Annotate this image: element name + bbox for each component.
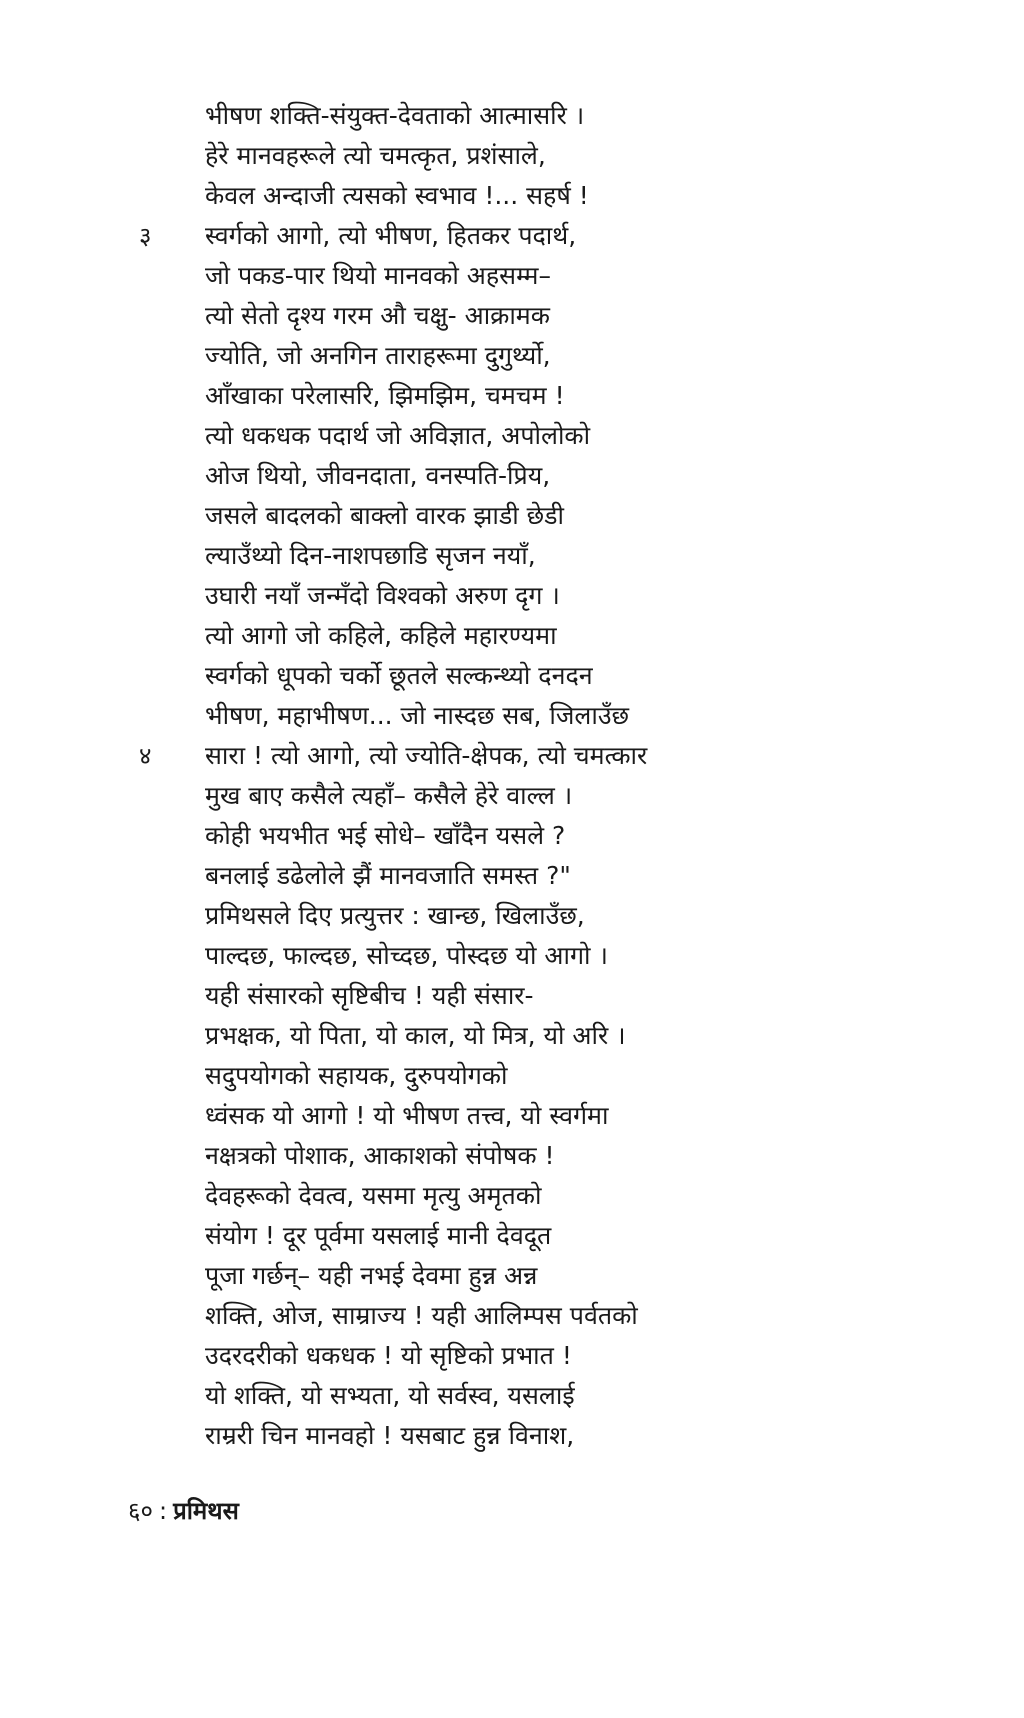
poem-line: प्रभक्षक, यो पिता, यो काल, यो मित्र, यो अरि । bbox=[205, 1021, 626, 1050]
poem-line: ओज थियो, जीवनदाता, वनस्पति-प्रिय, bbox=[205, 461, 551, 490]
stanza-number: ४ bbox=[139, 742, 152, 770]
poem-line: आँखाका परेलासरि, झिमझिम, चमचम ! bbox=[205, 381, 565, 410]
page-footer bbox=[128, 1491, 239, 1531]
poem-line: पूजा गर्छन्– यही नभई देवमा हुन्न अन्न bbox=[205, 1261, 538, 1290]
poem-line: उघारी नयाँ जन्मँदो विश्वको अरुण दृग । bbox=[205, 581, 560, 610]
page-number: ६० bbox=[128, 1497, 153, 1525]
poem-line: भीषण, महाभीषण... जो नास्दछ सब, जिलाउँछ bbox=[205, 701, 630, 730]
poem-line: राम्ररी चिन मानवहो ! यसबाट हुन्न विनाश, bbox=[205, 1421, 575, 1450]
poem-line: त्यो आगो जो कहिले, कहिले महारण्यमा bbox=[205, 621, 557, 650]
poem-line: जसले बादलको बाक्लो वारक झाडी छेडी bbox=[205, 501, 564, 530]
poem-line: भीषण शक्ति-संयुक्त-देवताको आत्मासरि । bbox=[205, 101, 585, 130]
stanza-number: ३ bbox=[139, 222, 152, 250]
poem-line: यही संसारको सृष्टिबीच ! यही संसार- bbox=[205, 981, 534, 1010]
poem-line: पाल्दछ, फाल्दछ, सोच्दछ, पोस्दछ यो आगो । bbox=[205, 941, 608, 970]
poem-line: कोही भयभीत भई सोधे– खाँदैन यसले ? bbox=[205, 821, 566, 850]
poem-line: बनलाई डढेलोले झैं मानवजाति समस्त ?" bbox=[205, 861, 571, 890]
footer-separator: : bbox=[158, 1497, 168, 1525]
poem-line: ल्याउँथ्यो दिन-नाशपछाडि सृजन नयाँ, bbox=[205, 541, 536, 570]
poem-line: उदरदरीको धकधक ! यो सृष्टिको प्रभात ! bbox=[205, 1341, 572, 1370]
poem-line: देवहरूको देवत्व, यसमा मृत्यु अमृतको bbox=[205, 1181, 542, 1210]
poem-line: त्यो सेतो दृश्य गरम औ चक्षु- आक्रामक bbox=[205, 301, 550, 330]
poem-line: सदुपयोगको सहायक, दुरुपयोगको bbox=[205, 1061, 508, 1090]
poem-line: सारा ! त्यो आगो, त्यो ज्योति-क्षेपक, त्यो चमत्कार bbox=[205, 741, 648, 770]
poem-line: संयोग ! दूर पूर्वमा यसलाई मानी देवदूत bbox=[205, 1221, 552, 1250]
poem-line: स्वर्गको धूपको चर्को छूतले सल्कन्थ्यो दनदन bbox=[205, 661, 593, 690]
book-title: प्रमिथस bbox=[173, 1497, 239, 1525]
poem-line: प्रमिथसले दिए प्रत्युत्तर : खान्छ, खिलाउँछ, bbox=[205, 901, 585, 930]
poem-line: स्वर्गको आगो, त्यो भीषण, हितकर पदार्थ, bbox=[205, 221, 577, 250]
poem-line: हेरे मानवहरूले त्यो चमत्कृत, प्रशंसाले, bbox=[205, 141, 546, 170]
poem-line: जो पकड-पार थियो मानवको अहसम्म– bbox=[205, 261, 552, 290]
poem-line: नक्षत्रको पोशाक, आकाशको संपोषक ! bbox=[205, 1141, 555, 1170]
poem-line: शक्ति, ओज, साम्राज्य ! यही आलिम्पस पर्वतको bbox=[205, 1301, 638, 1330]
poem-line: ज्योति, जो अनगिन ताराहरूमा दुगुर्थ्यो, bbox=[205, 341, 551, 370]
poem-line: त्यो धकधक पदार्थ जो अविज्ञात, अपोलोको bbox=[205, 421, 591, 450]
poem-line: केवल अन्दाजी त्यसको स्वभाव !... सहर्ष ! bbox=[205, 181, 589, 210]
poem-line: मुख बाए कसैले त्यहाँ– कसैले हेरे वाल्ल । bbox=[205, 781, 573, 810]
poem-line: ध्वंसक यो आगो ! यो भीषण तत्त्व, यो स्वर्गमा bbox=[205, 1101, 609, 1130]
poem-line: यो शक्ति, यो सभ्यता, यो सर्वस्व, यसलाई bbox=[205, 1381, 575, 1410]
